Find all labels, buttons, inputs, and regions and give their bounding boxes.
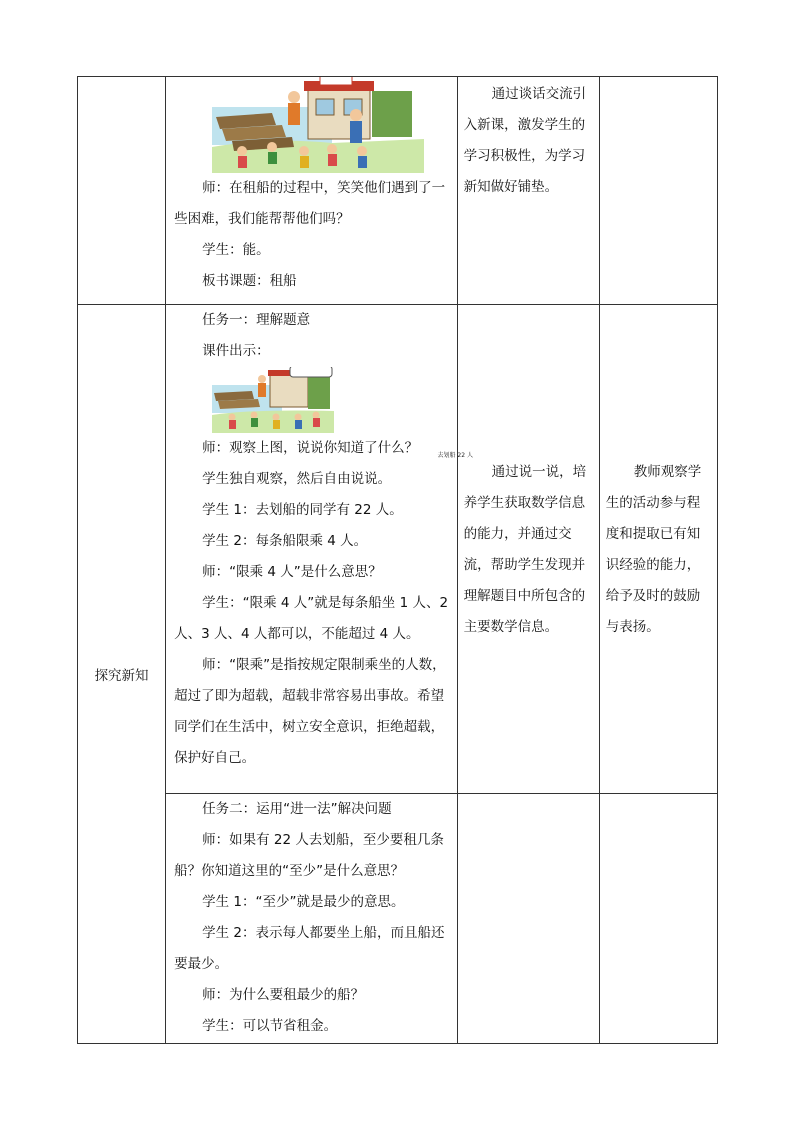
intro-line: 板书课题：租船	[202, 273, 297, 289]
intro-evaluation-cell	[599, 77, 717, 305]
task1-design-note: 通过说一说，培养学生获取数学信息的能力，并通过交流，帮助学生发现并理解题目中所包含的主要数学信息。	[463, 464, 587, 635]
intro-design-note-cell	[457, 77, 599, 305]
task2-line: 学生 2：表示每人都要坐上船，而且船还要最少。	[174, 925, 445, 972]
task2-content-cell	[166, 794, 457, 1044]
stage-label-explore: 探究新知	[78, 305, 166, 1044]
task2-line: 师：如果有 22 人去划船，至少要租几条船？你知道这里的“至少”是什么意思？	[174, 832, 444, 879]
boat-rental-sign-illustration	[212, 367, 334, 433]
stage-cell-empty	[78, 77, 166, 305]
task1-design-note-cell	[457, 305, 599, 794]
boat-rental-illustration	[212, 77, 424, 173]
task1-line: 学生 1：去划船的同学有 22 人。	[202, 502, 403, 518]
task1-evaluation: 教师观察学生的活动参与程度和提取已有知识经验的能力，给予及时的鼓励与表扬。	[605, 464, 702, 635]
task1-evaluation-cell	[599, 305, 717, 794]
task2-design-note-cell	[457, 794, 599, 1044]
intro-row	[78, 77, 718, 305]
intro-line: 学生：能。	[202, 242, 270, 258]
task1-title: 任务一：理解题意	[202, 312, 311, 328]
task1-line: 学生 2：每条船限乘 4 人。	[202, 533, 368, 549]
sign-text: 去划船 22 人	[437, 451, 473, 459]
task2-line: 学生 1：“至少”就是最少的意思。	[202, 894, 405, 910]
task1-line: 学生独自观察，然后自由说说。	[202, 471, 392, 487]
task1-row	[78, 305, 718, 794]
task2-title: 任务二：运用“进一法”解决问题	[202, 801, 392, 817]
lesson-plan-table	[77, 76, 718, 1044]
task1-content-cell	[166, 305, 473, 794]
task1-line: 师：“限乘”是指按规定限制乘坐的人数，超过了即为超载，超载非常容易出事故。希望同学们在生活中，树立安全意识，拒绝超载，保护好自己。	[174, 657, 446, 766]
task2-line: 师：为什么要租最少的船？	[202, 987, 365, 1003]
task1-courseware: 课件出示：	[202, 343, 270, 359]
task1-line: 学生：“限乘 4 人”就是每条船坐 1 人、2 人、3 人、4 人都可以，不能超过 4 人。	[174, 595, 449, 642]
intro-line: 师：在租船的过程中，笑笑他们遇到了一些困难，我们能帮帮他们吗？	[174, 180, 446, 227]
intro-design-note: 通过谈话交流引入新课，激发学生的学习积极性，为学习新知做好铺垫。	[463, 86, 587, 195]
task1-line: 师：“限乘 4 人”是什么意思？	[202, 564, 382, 580]
task2-line: 学生：可以节省租金。	[202, 1018, 338, 1034]
task1-line: 师：观察上图，说说你知道了什么？	[202, 440, 419, 456]
intro-content-cell	[166, 77, 457, 305]
task2-evaluation-cell	[599, 794, 717, 1044]
task2-row	[78, 794, 718, 1044]
